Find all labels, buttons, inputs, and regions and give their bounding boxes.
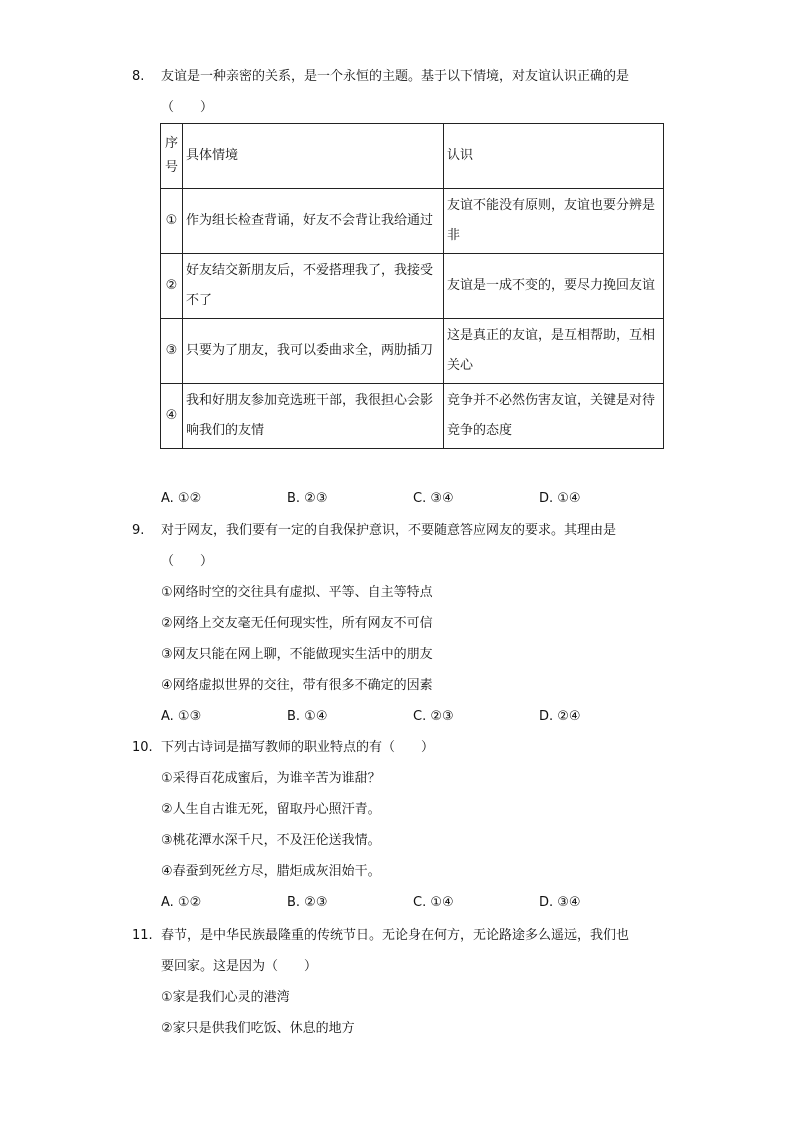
question-9 (132, 515, 672, 732)
choice-c[interactable]: C. ③④ (413, 491, 454, 506)
choice-d[interactable]: D. ②④ (539, 709, 581, 724)
row-number: ① (161, 189, 183, 254)
option-item: ②家只是供我们吃饭、休息的地方 (161, 1021, 355, 1036)
question-stem: 春节，是中华民族最隆重的传统节日。无论身在何方，无论路途多么遥远，我们也 (161, 928, 630, 943)
question-number: 10. (132, 740, 153, 755)
choice-d[interactable]: D. ①④ (539, 491, 581, 506)
option-item: ②网络上交友毫无任何现实性，所有网友不可信 (161, 616, 433, 631)
header-cell-situation: 具体情境 (183, 124, 444, 189)
option-item: ②人生自古谁无死，留取丹心照汗青。 (161, 802, 381, 817)
choice-d[interactable]: D. ③④ (539, 895, 581, 910)
option-item: ③桃花潭水深千尺，不及汪伦送我情。 (161, 833, 381, 848)
row-number: ④ (161, 384, 183, 449)
answer-parentheses: （ ） (161, 554, 214, 569)
row-situation: 作为组长检查背诵，好友不会背让我给通过 (183, 189, 444, 254)
row-situation: 我和好朋友参加竞选班干部，我很担心会影响我们的友情 (183, 384, 444, 449)
question-11 (132, 920, 672, 1044)
table-header-row (161, 124, 664, 189)
question-number: 11. (132, 928, 153, 943)
row-understanding: 友谊不能没有原则，友谊也要分辨是非 (444, 189, 664, 254)
table-row (161, 189, 664, 254)
option-item: ①采得百花成蜜后，为谁辛苦为谁甜？ (161, 771, 381, 786)
option-item: ①家是我们心灵的港湾 (161, 990, 290, 1005)
question-8 (132, 61, 672, 123)
option-item: ④网络虚拟世界的交往，带有很多不确定的因素 (161, 678, 433, 693)
header-cell-understanding: 认识 (444, 124, 664, 189)
table-row (161, 319, 664, 384)
row-understanding: 友谊是一成不变的，要尽力挽回友谊 (444, 254, 664, 319)
question-stem-continued: 要回家。这是因为（ ） (161, 959, 318, 974)
choice-a[interactable]: A. ①② (161, 491, 202, 506)
question-number: 9. (132, 523, 145, 538)
answer-parentheses: （ ） (161, 100, 214, 115)
row-situation: 只要为了朋友，我可以委曲求全，两肋插刀 (183, 319, 444, 384)
choice-b[interactable]: B. ②③ (287, 895, 328, 910)
row-number: ② (161, 254, 183, 319)
header-cell-number: 序号 (161, 124, 183, 189)
table-row (161, 254, 664, 319)
question-10 (132, 732, 672, 918)
question-number: 8. (132, 69, 145, 84)
row-situation: 好友结交新朋友后，不爱搭理我了，我接受不了 (183, 254, 444, 319)
question-stem: 友谊是一种亲密的关系，是一个永恒的主题。基于以下情境，对友谊认识正确的是 (161, 69, 630, 84)
choice-a[interactable]: A. ①② (161, 895, 202, 910)
question-stem: 对于网友，我们要有一定的自我保护意识，不要随意答应网友的要求。其理由是 (161, 523, 617, 538)
choice-c[interactable]: C. ②③ (413, 709, 454, 724)
row-understanding: 竞争并不必然伤害友谊，关键是对待竞争的态度 (444, 384, 664, 449)
option-item: ③网友只能在网上聊，不能做现实生活中的朋友 (161, 647, 433, 662)
choice-b[interactable]: B. ②③ (287, 491, 328, 506)
row-understanding: 这是真正的友谊，是互相帮助，互相关心 (444, 319, 664, 384)
question-8-choices (132, 483, 672, 514)
row-number: ③ (161, 319, 183, 384)
option-item: ①网络时空的交往具有虚拟、平等、自主等特点 (161, 585, 433, 600)
choice-a[interactable]: A. ①③ (161, 709, 202, 724)
question-stem: 下列古诗词是描写教师的职业特点的有（ ） (161, 740, 435, 755)
choice-c[interactable]: C. ①④ (413, 895, 454, 910)
table-row (161, 384, 664, 449)
situation-table (160, 123, 664, 449)
choice-b[interactable]: B. ①④ (287, 709, 328, 724)
option-item: ④春蚕到死丝方尽，腊炬成灰泪始干。 (161, 864, 381, 879)
